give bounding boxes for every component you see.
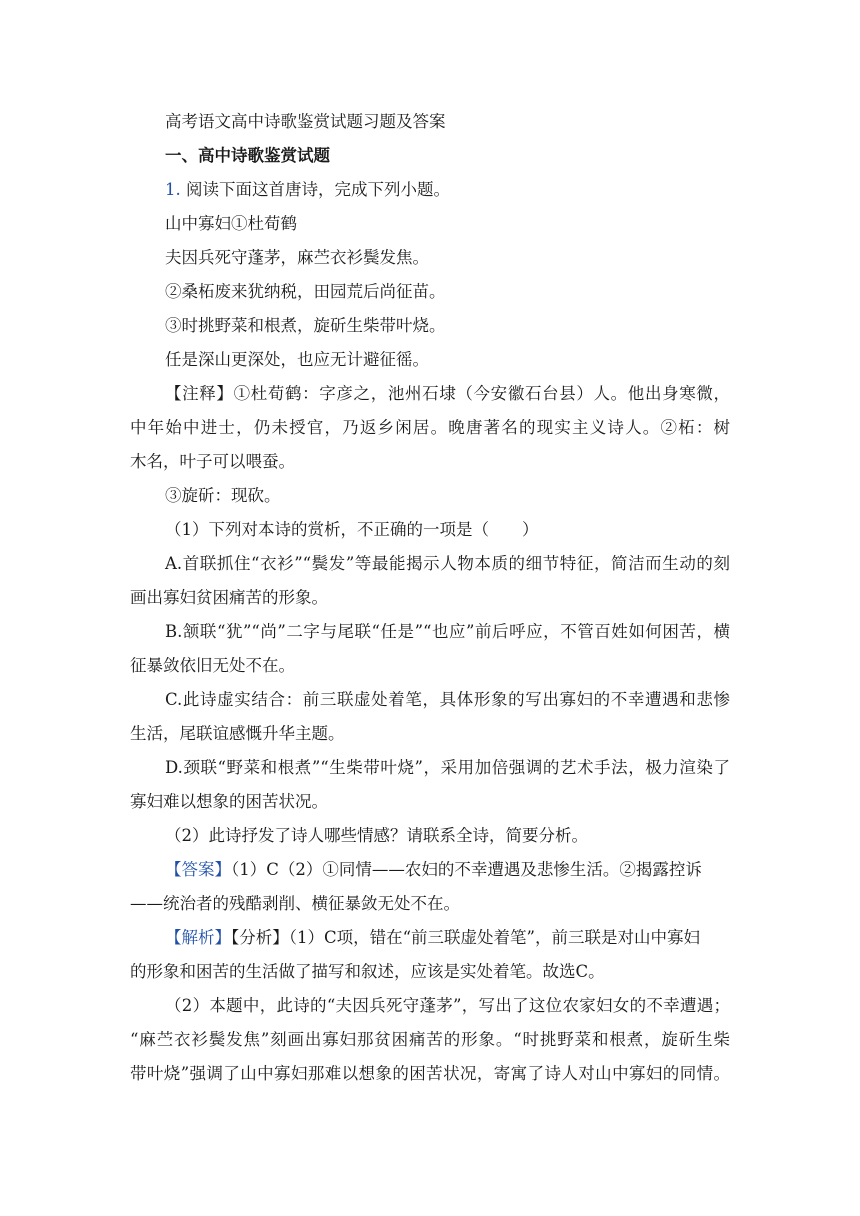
option-b-line1: B.颔联“犹”“尚”二字与尾联“任是”“也应”前后呼应，不管百姓如何困苦，横: [165, 622, 730, 641]
poem-title: 山中寡妇①杜荀鹤: [165, 214, 297, 233]
option-b-line2: 征暴敛依旧无处不在。: [130, 656, 295, 675]
note-line: ③旋斫：现砍。: [165, 486, 281, 505]
option-d-line2: 寡妇难以想象的困苦状况。: [130, 792, 328, 811]
poem-line: 夫因兵死守蓬茅，麻苎衣衫鬓发焦。: [165, 248, 429, 267]
analysis-p2-line: （2）本题中，此诗的“夫因兵死守蓬茅”，写出了这位农家妇女的不幸遭遇；: [165, 996, 730, 1015]
note-line: 【注释】①杜荀鹤：字彦之，池州石埭（今安徽石台县）人。他出身寒微，: [165, 384, 730, 403]
option-a-line2: 画出寡妇贫困痛苦的形象。: [130, 588, 328, 607]
answer-line1: [165, 860, 702, 880]
analysis-line1: [165, 928, 700, 948]
analysis-text: 【分析】（1）C项，错在“前三联虚处着笔”，前三联是对山中寡妇: [231, 928, 700, 947]
poem-line: ②桑柘废来犹纳税，田园荒后尚征苗。: [165, 282, 446, 301]
option-c-line2: 生活，尾联谊感慨升华主题。: [130, 724, 345, 743]
poem-line: 任是深山更深处，也应无计避征徭。: [165, 350, 429, 369]
question-1: [165, 180, 450, 200]
doc-title: 高考语文高中诗歌鉴赏试题习题及答案: [165, 112, 446, 131]
option-c-line1: C.此诗虚实结合：前三联虚处着笔，具体形象的写出寡妇的不幸遭遇和悲惨: [165, 690, 730, 709]
answer-text: （1）C（2）①同情——农妇的不幸遭遇及悲惨生活。②揭露控诉: [231, 860, 702, 879]
question-number: 1.: [165, 180, 181, 199]
analysis-line2: 的形象和困苦的生活做了描写和叙述，应该是实处着笔。故选C。: [130, 962, 605, 981]
option-d-line1: D.颈联“野菜和根煮”“生柴带叶烧”，采用加倍强调的艺术手法，极力渲染了: [165, 758, 730, 777]
question-intro: 阅读下面这首唐诗，完成下列小题。: [186, 180, 450, 199]
section-heading: 一、高中诗歌鉴赏试题: [165, 146, 330, 165]
sub-question-1: （1）下列对本诗的赏析，不正确的一项是（ ）: [165, 520, 539, 539]
answer-tag: 【答案】: [165, 860, 231, 879]
note-line: 中年始中进士，仍未授官，乃返乡闲居。晚唐著名的现实主义诗人。②柘：树: [130, 418, 730, 437]
poem-line: ③时挑野菜和根煮，旋斫生柴带叶烧。: [165, 316, 446, 335]
analysis-p2-line: 带叶烧”强调了山中寡妇那难以想象的困苦状况，寄寓了诗人对山中寡妇的同情。: [130, 1064, 730, 1083]
answer-line2: ——统治者的残酷剥削、横征暴敛无处不在。: [130, 894, 460, 913]
analysis-tag: 【解析】: [165, 928, 231, 947]
sub-question-2: （2）此诗抒发了诗人哪些情感？请联系全诗，简要分析。: [165, 826, 588, 845]
analysis-p2-line: “麻苎衣衫鬓发焦”刻画出寡妇那贫困痛苦的形象。“时挑野菜和根煮，旋斫生柴: [130, 1030, 730, 1049]
note-line: 木名，叶子可以喂蚕。: [130, 452, 295, 471]
option-a-line1: A.首联抓住“衣衫”“鬓发”等最能揭示人物本质的细节特征，简洁而生动的刻: [165, 554, 730, 573]
